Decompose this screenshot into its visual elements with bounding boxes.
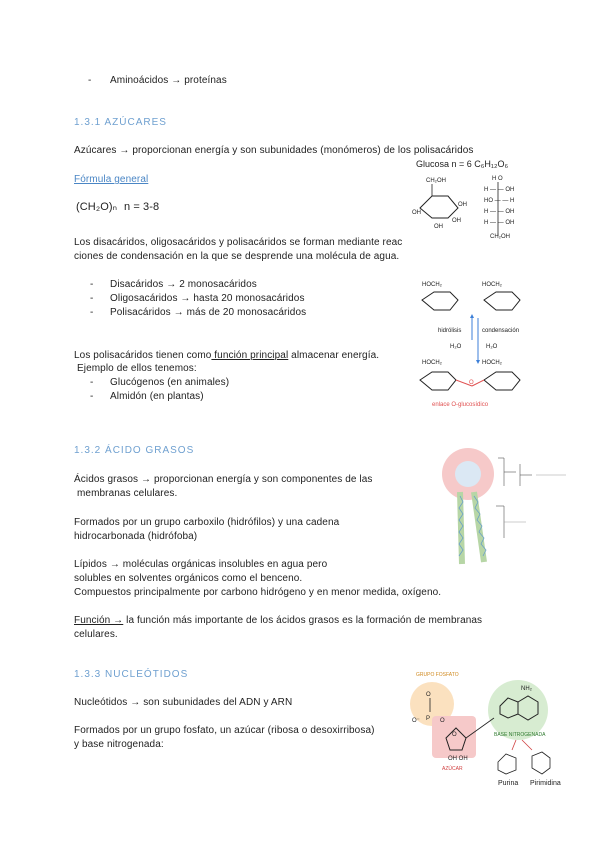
svg-text:O: O — [440, 718, 445, 724]
glycosidic-bond-label: enlace O-glucosídico — [432, 402, 489, 408]
disacaridos-paragraph-line1: Los disacáridos, oligosacáridos y polisacáridos se forman mediante reac — [74, 237, 403, 248]
nucleotidos-composition-line1: Formados por un grupo fosfato, un azúcar (ribosa o desoxirribosa) — [74, 725, 375, 736]
svg-text:O: O — [452, 732, 457, 738]
list-dash: - — [90, 391, 94, 402]
purina-label: Purina — [498, 780, 519, 787]
disaccharide-condensation-figure — [412, 276, 552, 414]
formula-n-range: n = 3-8 — [124, 201, 160, 213]
formados-line1: Formados por un grupo carboxilo (hidrófilos) y una cadena — [74, 517, 340, 528]
svg-text:P: P — [426, 716, 431, 722]
svg-text:HO — — H: HO — — H — [484, 198, 515, 204]
list-item: Disacáridos → 2 monosacáridos — [110, 279, 257, 290]
svg-text:OH: OH — [452, 218, 461, 224]
svg-text:H — — OH: H — — OH — [484, 220, 515, 226]
intro-item: Aminoácidos → proteínas — [110, 75, 227, 86]
svg-text:OH: OH — [412, 210, 421, 216]
svg-text:H — — OH: H — — OH — [484, 209, 515, 215]
list-item: Glucógenos (en animales) — [110, 377, 230, 388]
acidos-grasos-definition-line2: membranas celulares. — [77, 488, 178, 499]
svg-text:H — — OH: H — — OH — [484, 187, 515, 193]
condensacion-label: condensación — [482, 328, 520, 334]
svg-text:OH OH: OH OH — [448, 756, 468, 762]
amino-group-label: NH₂ — [521, 686, 532, 692]
general-formula: (CH₂O)ₙ — [76, 201, 118, 213]
svg-text:HOCH₂: HOCH₂ — [482, 360, 502, 366]
list-dash: - — [90, 377, 94, 388]
svg-text:H₂O: H₂O — [450, 344, 462, 350]
lipidos-line3: Compuestos principalmente por carbono hidrógeno y en menor medida, oxígeno. — [74, 587, 442, 598]
list-item: Polisacáridos → más de 20 monosacáridos — [110, 307, 307, 318]
list-item: Almidón (en plantas) — [110, 391, 204, 402]
nucleotidos-composition-line2: y base nitrogenada: — [74, 739, 164, 750]
lipidos-line2: solubles en solventes orgánicos como el benceno. — [74, 573, 303, 584]
hidrolisis-label: hidrólisis — [438, 328, 462, 334]
funcion-line2: celulares. — [74, 629, 118, 640]
svg-text:CH₂OH: CH₂OH — [490, 234, 510, 240]
fatty-acid-figure — [440, 446, 570, 568]
svg-text:HOCH₂: HOCH₂ — [422, 360, 442, 366]
glucose-structure-figure — [408, 156, 548, 244]
base-label: BASE NITROGENADA — [494, 732, 546, 738]
funcion-line1: Función → la función más importante de los ácidos grasos es la formación de membranas — [74, 615, 483, 626]
examples-intro: Ejemplo de ellos tenemos: — [77, 363, 197, 374]
sugar-label: AZÚCAR — [442, 766, 463, 772]
svg-text:O: O — [426, 692, 431, 698]
nucleotide-structure-figure — [408, 666, 568, 788]
acidos-grasos-definition-line1: Ácidos grasos → proporcionan energía y son componentes de las — [74, 474, 373, 485]
formula-general-link[interactable]: Fórmula general — [74, 174, 149, 185]
glucose-label: Glucosa n = 6 C₆H₁₂O₆ — [416, 159, 509, 169]
svg-text:H O: H O — [492, 176, 503, 182]
disacaridos-paragraph-line2: ciones de condensación en la que se desprende una molécula de agua. — [74, 251, 400, 262]
list-dash: - — [90, 307, 94, 318]
list-item: Oligosacáridos → hasta 20 monosacáridos — [110, 293, 305, 304]
svg-text:OH: OH — [434, 224, 443, 230]
pirimidina-label: Pirimidina — [530, 780, 561, 787]
list-dash: - — [88, 75, 92, 86]
section-heading-acidos-grasos: 1.3.2 ÁCIDO GRASOS — [74, 445, 195, 456]
svg-text:O⁻: O⁻ — [412, 718, 420, 724]
svg-text:CH₂OH: CH₂OH — [426, 178, 446, 184]
svg-text:HOCH₂: HOCH₂ — [422, 282, 442, 288]
svg-text:O: O — [469, 380, 474, 386]
list-dash: - — [90, 279, 94, 290]
formados-line2: hidrocarbonada (hidrófoba) — [74, 531, 198, 542]
section-heading-azucares: 1.3.1 AZÚCARES — [74, 117, 167, 128]
lipidos-line1: Lípidos → moléculas orgánicas insolubles en agua pero — [74, 559, 328, 570]
polisacaridos-paragraph: Los polisacáridos tienen como función principal almacenar energía. — [74, 350, 380, 361]
section-heading-nucleotidos: 1.3.3 NUCLEÓTIDOS — [74, 669, 189, 680]
azucares-definition: Azúcares → proporcionan energía y son subunidades (monómeros) de los polisacáridos — [74, 145, 474, 156]
nucleotidos-definition: Nucleótidos → son subunidades del ADN y ARN — [74, 697, 293, 708]
phosphate-label: GRUPO FOSFATO — [416, 672, 459, 678]
svg-text:H₂O: H₂O — [486, 344, 498, 350]
svg-text:OH: OH — [458, 202, 467, 208]
list-dash: - — [90, 293, 94, 304]
svg-text:HOCH₂: HOCH₂ — [482, 282, 502, 288]
